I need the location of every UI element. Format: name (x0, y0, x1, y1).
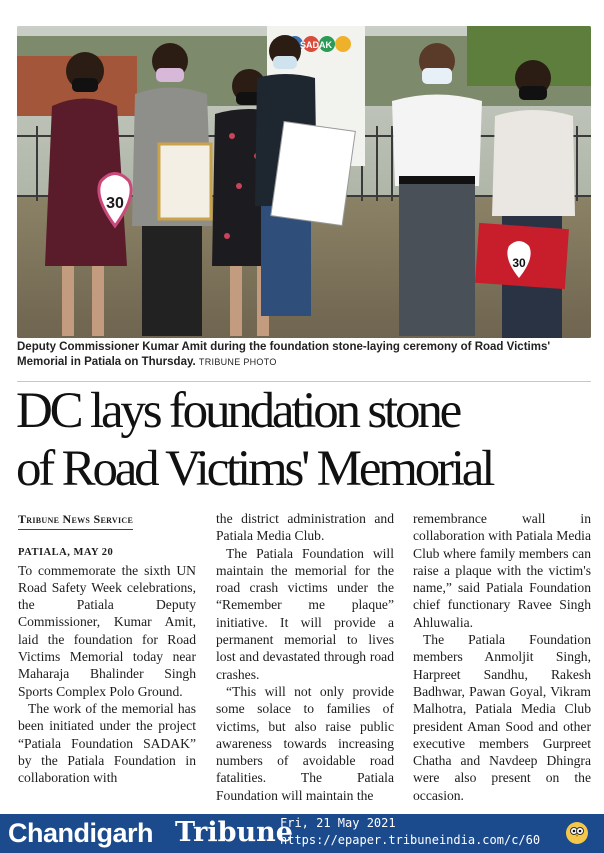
ceremony-photo-illustration (17, 26, 591, 338)
article-column-2 (216, 510, 394, 804)
headline-line-1: DC lays foundation stone (16, 383, 460, 439)
paragraph: the district administration and Patiala Media Club. (216, 511, 394, 544)
owl-icon (566, 822, 588, 844)
paragraph: remembrance wall in collaboration with Patiala Media Club where family members can raise a plaque with the victim's name,” said Patiala Foundation chief functionary Ravee Singh Ahluwalia. (413, 511, 591, 630)
epaper-footer (0, 814, 604, 853)
article-column-1 (18, 510, 196, 786)
dateline: PATIALA, MAY 20 (18, 547, 114, 559)
brand-paper: Tribune (175, 817, 293, 848)
paragraph: The work of the memorial has been initiated under the project “Patiala Foundation SADAK” by the Patiala Foundation in collaboration with (18, 700, 196, 786)
plaque-number: 30 (512, 256, 526, 270)
photo-caption (17, 340, 591, 370)
heart-badge-number: 30 (106, 195, 124, 212)
article-column-3 (413, 510, 591, 804)
paragraph: The Patiala Foundation members Anmoljit Singh, Harpreet Sandhu, Rakesh Badhwar, Pawan Goyal, Vikram Malhotra, Patiala Media Club president Aman Sood and other executive members Gurpreet Chatha and Navdeep Dhingra were also present on the occasion. (413, 632, 591, 803)
headline-line-2: of Road Victims' Memorial (16, 441, 493, 497)
paragraph: To commemorate the sixth UN Road Safety Week celebrations, the Patiala Deputy Commissioner, Kumar Amit, laid the foundation for Road Victims Memorial today near Maharaja Bhalinder Singh Sports Complex Polo Ground. (18, 562, 196, 699)
banner-text: SADAK (299, 40, 333, 50)
headline (16, 382, 596, 498)
epaper-url[interactable]: https://epaper.tribuneindia.com/c/60 (280, 833, 541, 847)
news-photo (17, 26, 591, 338)
byline: Tribune News Service (18, 511, 133, 530)
photo-credit: TRIBUNE PHOTO (198, 357, 277, 367)
brand-city: Chandigarh (8, 818, 154, 848)
paragraph: “This will not only provide some solace to families of victims, but also raise public awareness towards increasing numbers of avoidable road fatalities. The Patiala Foundation will maintain the (216, 683, 394, 803)
edition-date: Fri, 21 May 2021 (280, 816, 396, 830)
caption-text: Deputy Commissioner Kumar Amit during the foundation stone-laying ceremony of Road Victims' Memorial in Patiala on Thursday. (17, 341, 551, 368)
paragraph: The Patiala Foundation will maintain the memorial for the road crash victims under the “Remember me plaque” initiative. It will provide a permanent memorial to lives lost and devastated through road crashes. (216, 545, 394, 682)
